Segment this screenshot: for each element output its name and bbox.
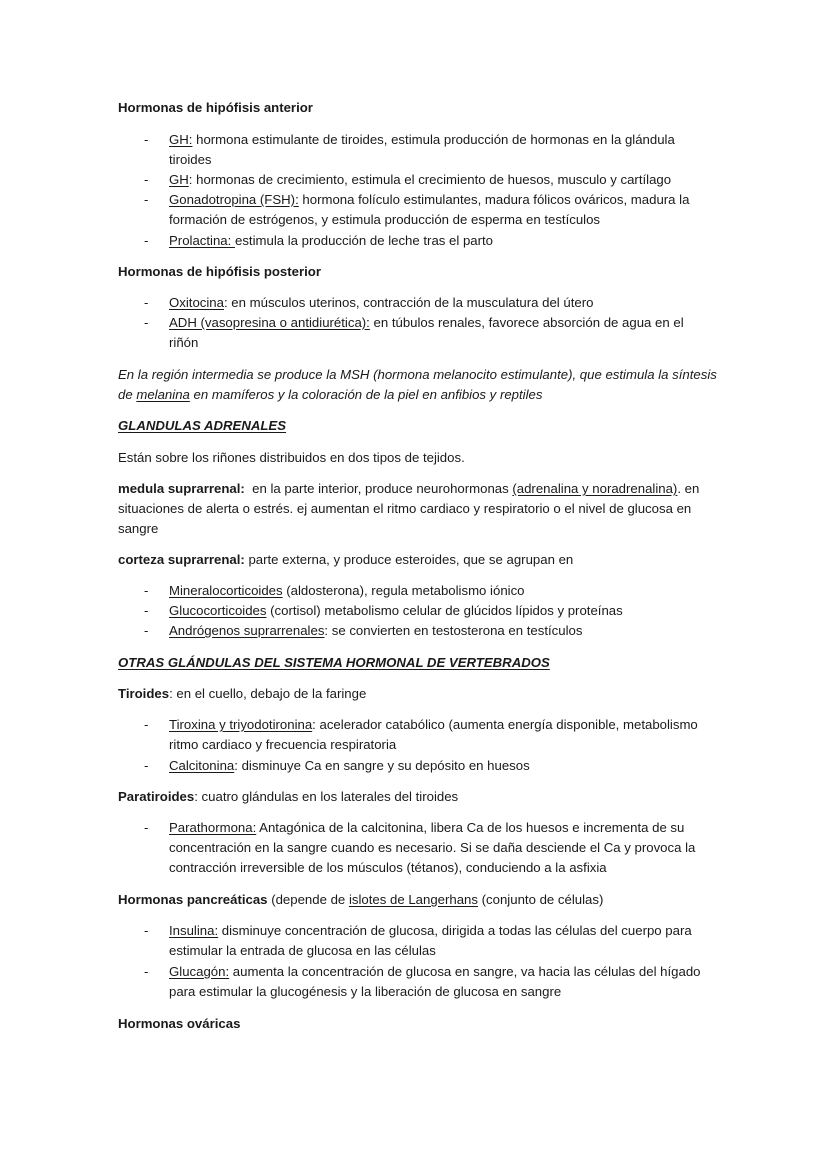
label: corteza suprarrenal: — [118, 552, 245, 567]
bullet-dash: - — [144, 315, 149, 330]
list-item — [144, 130, 714, 170]
list-item — [144, 170, 714, 190]
item-text: : disminuye Ca en sangre y su depósito en huesos — [234, 758, 530, 773]
heading-glandulas-adrenales: GLANDULAS ADRENALES — [118, 418, 287, 433]
term: Insulina: — [169, 923, 219, 938]
text: (depende de — [267, 892, 349, 907]
item-text: : se convierten en testosterona en testículos — [324, 623, 583, 638]
bullet-dash: - — [144, 583, 149, 598]
item-text: (aldosterona), regula metabolismo iónico — [282, 583, 525, 598]
heading-hipofisis-posterior: Hormonas de hipófisis posterior — [118, 264, 321, 279]
term: Gonadotropina (FSH): — [169, 192, 299, 207]
text: : cuatro glándulas en los laterales del tiroides — [194, 789, 459, 804]
term: islotes de Langerhans — [348, 892, 478, 907]
item-text: : hormonas de crecimiento, estimula el crecimiento de huesos, musculo y cartílago — [188, 172, 672, 187]
list-item — [144, 581, 714, 601]
item-text: (cortisol) metabolismo celular de glúcidos lípidos y proteínas — [266, 603, 623, 618]
list-item — [144, 756, 714, 776]
bullet-dash: - — [144, 758, 149, 773]
list-item — [144, 921, 714, 961]
label: Hormonas pancreáticas — [118, 892, 268, 907]
text: En la región intermedia se produce la MSH (hormona melanocito estimulante), que estimula la síntesis de — [118, 367, 717, 402]
bullet-dash: - — [144, 820, 149, 835]
term: ADH (vasopresina o antidiurética): — [169, 315, 370, 330]
text: . en situaciones de alerta o estrés. ej aumentan el ritmo cardiaco y respiratorio o el nivel de glucosa en sangre — [118, 481, 700, 536]
label: medula suprarrenal: — [118, 481, 245, 496]
term: Prolactina: — [169, 233, 235, 248]
list-item — [144, 231, 714, 251]
paragraph-corteza — [118, 550, 718, 570]
item-text: : en músculos uterinos, contracción de la musculatura del útero — [223, 295, 594, 310]
bullet-dash: - — [144, 623, 149, 638]
item-text: aumenta la concentración de glucosa en sangre, va hacia las células del hígado para estimular la glucogénesis y la liberación de glucosa en sangre — [169, 964, 701, 999]
list-item — [144, 601, 714, 621]
bullet-dash: - — [144, 172, 149, 187]
term: Parathormona: — [169, 820, 257, 835]
paragraph-adrenales-intro: Están sobre los riñones distribuidos en dos tipos de tejidos. — [118, 450, 465, 465]
term: Tiroxina y triyodotironina — [169, 717, 313, 732]
item-text: Antagónica de la calcitonina, libera Ca de los huesos e incrementa de su concentración en la sangre cuando es necesario. Si se daña desciende el Ca y provoca la contracción irreversible de los músculos (tétanos), conduciendo a la asfixia — [169, 820, 696, 875]
list-item — [144, 818, 714, 878]
term: Glucocorticoides — [169, 603, 267, 618]
bullet-dash: - — [144, 233, 149, 248]
text: parte externa, y produce esteroides, que se agrupan en — [244, 552, 574, 567]
heading-hormonas-ovaricas: Hormonas ováricas — [118, 1016, 241, 1031]
bullet-dash: - — [144, 192, 149, 207]
paragraph-medula — [118, 479, 718, 539]
term: melanina — [136, 387, 190, 402]
term: Glucagón: — [169, 964, 230, 979]
paragraph-region-intermedia — [118, 365, 718, 405]
term: Andrógenos suprarrenales — [169, 623, 325, 638]
term: Mineralocorticoides — [169, 583, 283, 598]
item-text: hormona estimulante de tiroides, estimula producción de hormonas en la glándula tiroides — [169, 132, 675, 167]
heading-hipofisis-anterior: Hormonas de hipófisis anterior — [118, 100, 313, 115]
label: Paratiroides — [118, 789, 195, 804]
heading-otras-glandulas: OTRAS GLÁNDULAS DEL SISTEMA HORMONAL DE VERTEBRADOS — [118, 655, 550, 670]
list-item — [144, 293, 714, 313]
term: GH: — [169, 132, 193, 147]
paragraph-paratiroides — [118, 787, 718, 807]
text: (conjunto de células) — [477, 892, 604, 907]
label: Tiroides — [118, 686, 170, 701]
list-item — [144, 962, 714, 1002]
bullet-dash: - — [144, 132, 149, 147]
bullet-dash: - — [144, 717, 149, 732]
text: en mamíferos y la coloración de la piel en anfibios y reptiles — [189, 387, 543, 402]
bullet-dash: - — [144, 923, 149, 938]
bullet-dash: - — [144, 295, 149, 310]
item-text: hormona folículo estimulantes, madura fólicos ováricos, madura la formación de estrógenos, y estimula producción de esperma en testículos — [169, 192, 690, 227]
term: (adrenalina y noradrenalina) — [512, 481, 678, 496]
item-text: estimula la producción de leche tras el parto — [234, 233, 494, 248]
list-item — [144, 621, 714, 641]
list-item — [144, 715, 714, 755]
item-text: disminuye concentración de glucosa, dirigida a todas las células del cuerpo para estimular la entrada de glucosa en las células — [169, 923, 692, 958]
bullet-dash: - — [144, 964, 149, 979]
list-item — [144, 190, 714, 230]
item-text: en túbulos renales, favorece absorción de agua en el riñón — [169, 315, 684, 350]
text: en la parte interior, produce neurohormonas — [244, 481, 513, 496]
bullet-dash: - — [144, 603, 149, 618]
paragraph-tiroides — [118, 684, 718, 704]
text: : en el cuello, debajo de la faringe — [169, 686, 367, 701]
item-text: : acelerador catabólico (aumenta energía disponible, metabolismo ritmo cardiaco y frecuencia respiratoria — [169, 717, 698, 752]
term: Oxitocina — [169, 295, 224, 310]
term: GH — [169, 172, 189, 187]
list-item — [144, 313, 714, 353]
paragraph-pancreaticas — [118, 890, 718, 910]
term: Calcitonina — [169, 758, 235, 773]
